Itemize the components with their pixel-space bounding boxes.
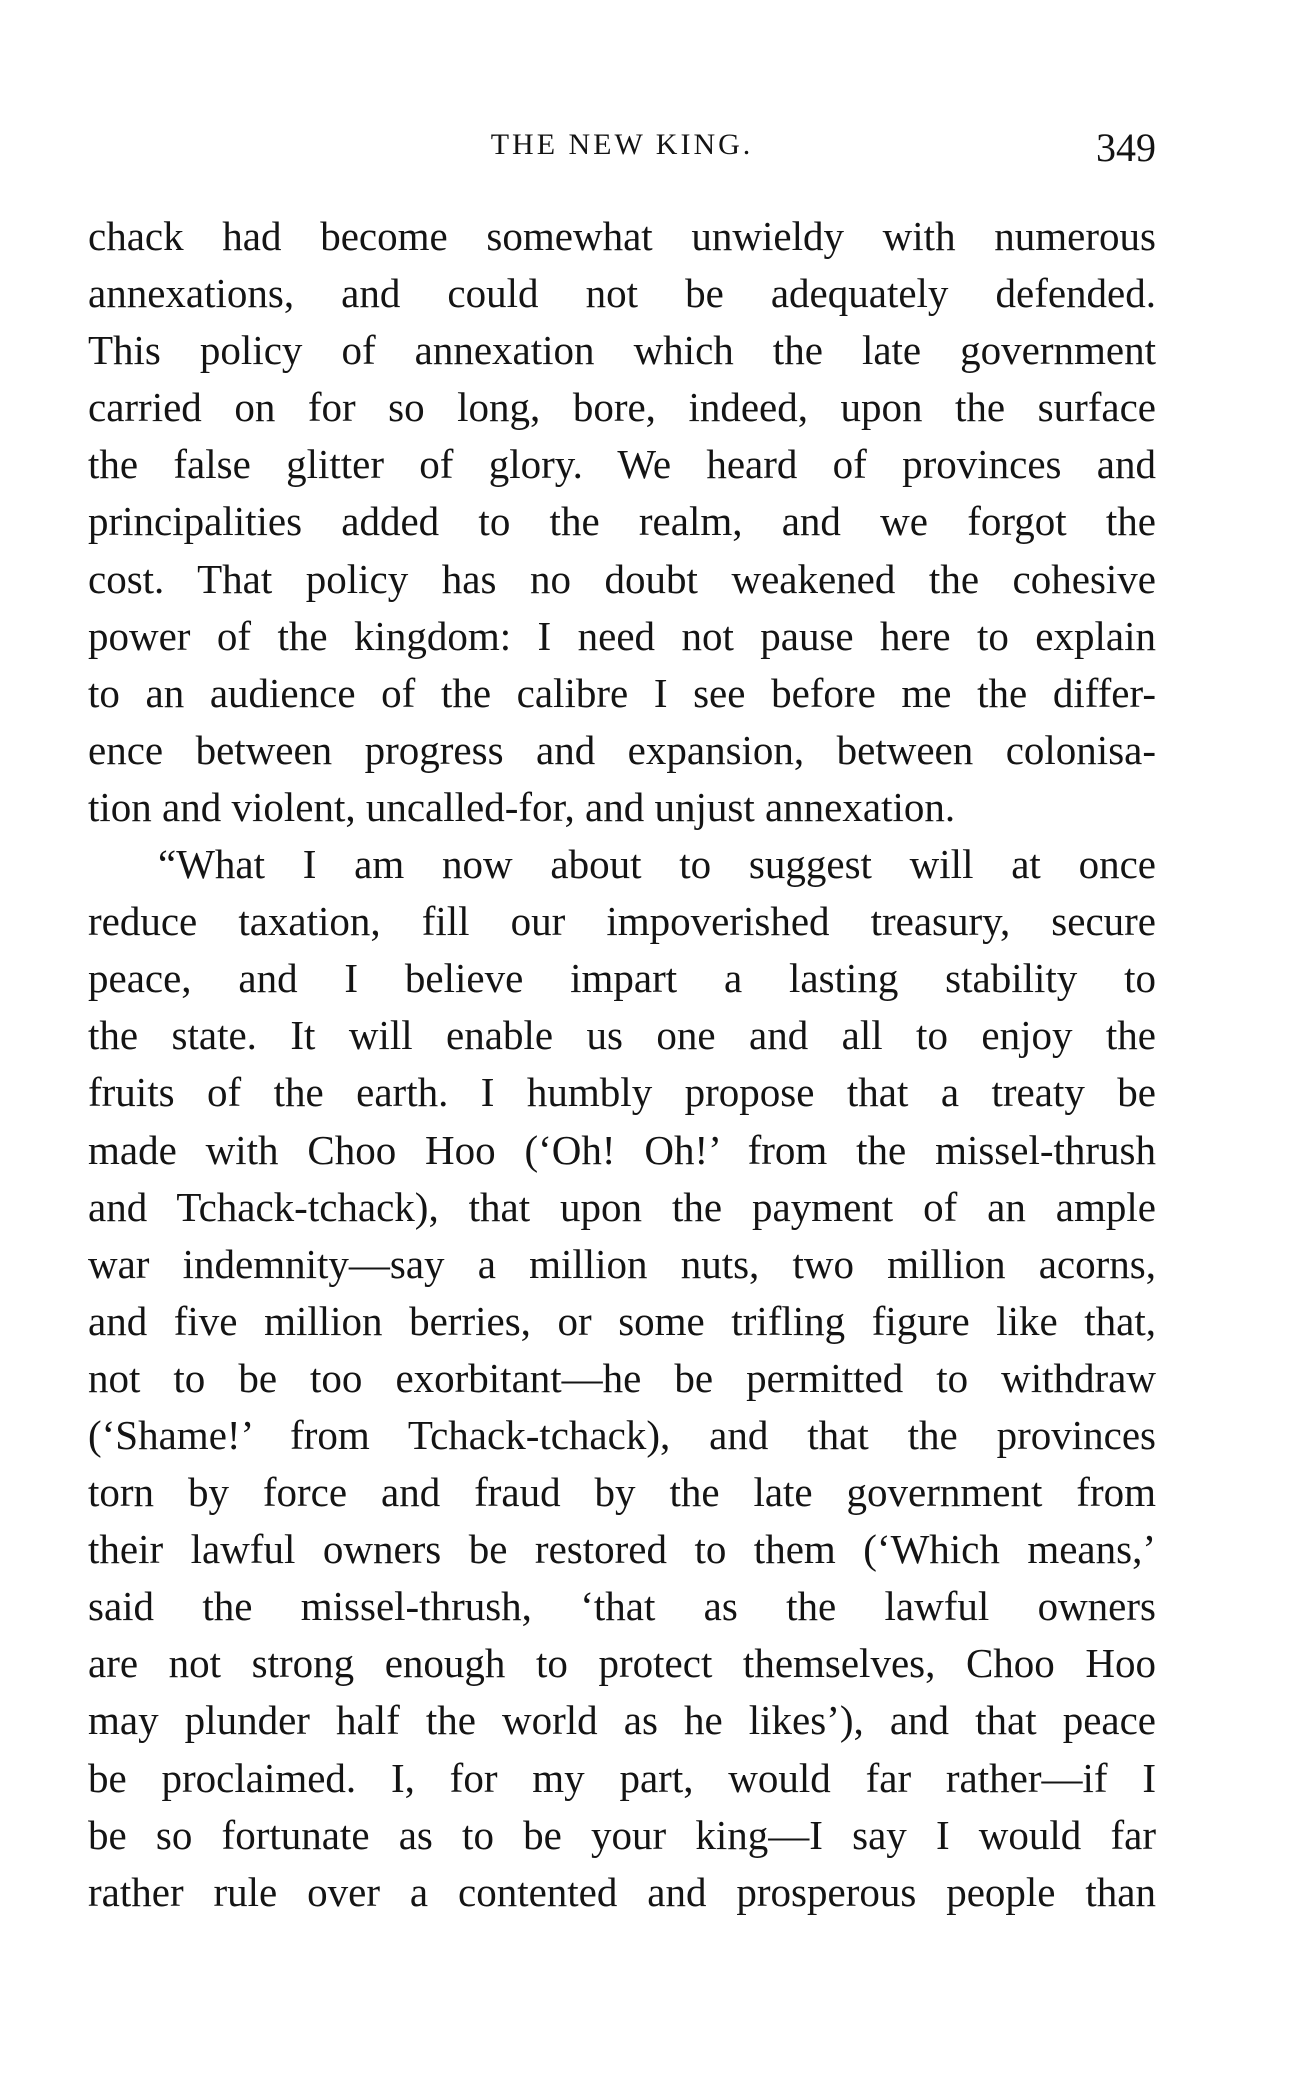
text-line: made with Choo Hoo (‘Oh! Oh!’ from the missel-thrush	[88, 1126, 1156, 1173]
text-line: (‘Shame!’ from Tchack-tchack), and that the provinces	[88, 1411, 1156, 1458]
text-line: annexations, and could not be adequately defended.	[88, 270, 1156, 317]
text-line: fruits of the earth. I humbly propose that a treaty be	[88, 1069, 1156, 1116]
text-line: chack had become somewhat unwieldy with numerous	[88, 213, 1156, 259]
paragraph-start-line: “What I am now about to suggest will at once	[158, 841, 1156, 888]
text-line: may plunder half the world as he likes’), and that peace	[88, 1697, 1156, 1744]
text-line: their lawful owners be restored to them (‘Which means,’	[88, 1526, 1156, 1573]
text-line: are not strong enough to protect themselves, Choo Hoo	[88, 1640, 1156, 1687]
text-line: the state. It will enable us one and all to enjoy the	[88, 1012, 1156, 1059]
text-line: rather rule over a contented and prosperous people than	[88, 1868, 1156, 1915]
text-line: and five million berries, or some trifling figure like that,	[88, 1297, 1156, 1344]
text-line: peace, and I believe impart a lasting stability to	[88, 955, 1156, 1002]
text-line: ence between progress and expansion, between colonisa-	[88, 726, 1156, 773]
text-line: power of the kingdom: I need not pause here to explain	[88, 612, 1156, 659]
text-line: carried on for so long, bore, indeed, upon the surface	[88, 384, 1156, 431]
page-number: 349	[1096, 125, 1156, 170]
body-text	[88, 208, 1156, 1921]
text-line: and Tchack-tchack), that upon the payment of an ample	[88, 1183, 1156, 1230]
text-line: This policy of annexation which the late government	[88, 327, 1156, 374]
running-title: THE NEW KING.	[490, 128, 754, 161]
text-line: the false glitter of glory. We heard of provinces and	[88, 441, 1156, 488]
text-line: principalities added to the realm, and we forgot the	[88, 498, 1156, 545]
text-line: to an audience of the calibre I see before me the differ-	[88, 669, 1156, 716]
text-line: not to be too exorbitant—he be permitted to withdraw	[88, 1354, 1156, 1401]
running-head	[88, 125, 1156, 172]
text-line: war indemnity—say a million nuts, two million acorns,	[88, 1240, 1156, 1287]
text-line: reduce taxation, fill our impoverished treasury, secure	[88, 898, 1156, 945]
text-line: be proclaimed. I, for my part, would far rather—if I	[88, 1754, 1156, 1801]
text-line: be so fortunate as to be your king—I say I would far	[88, 1811, 1156, 1858]
paragraph-end-line: tion and violent, uncalled-for, and unjust annexation.	[88, 783, 956, 830]
text-line: cost. That policy has no doubt weakened the cohesive	[88, 555, 1156, 602]
text-line: torn by force and fraud by the late government from	[88, 1469, 1156, 1516]
text-line: said the missel-thrush, ‘that as the lawful owners	[88, 1583, 1156, 1630]
